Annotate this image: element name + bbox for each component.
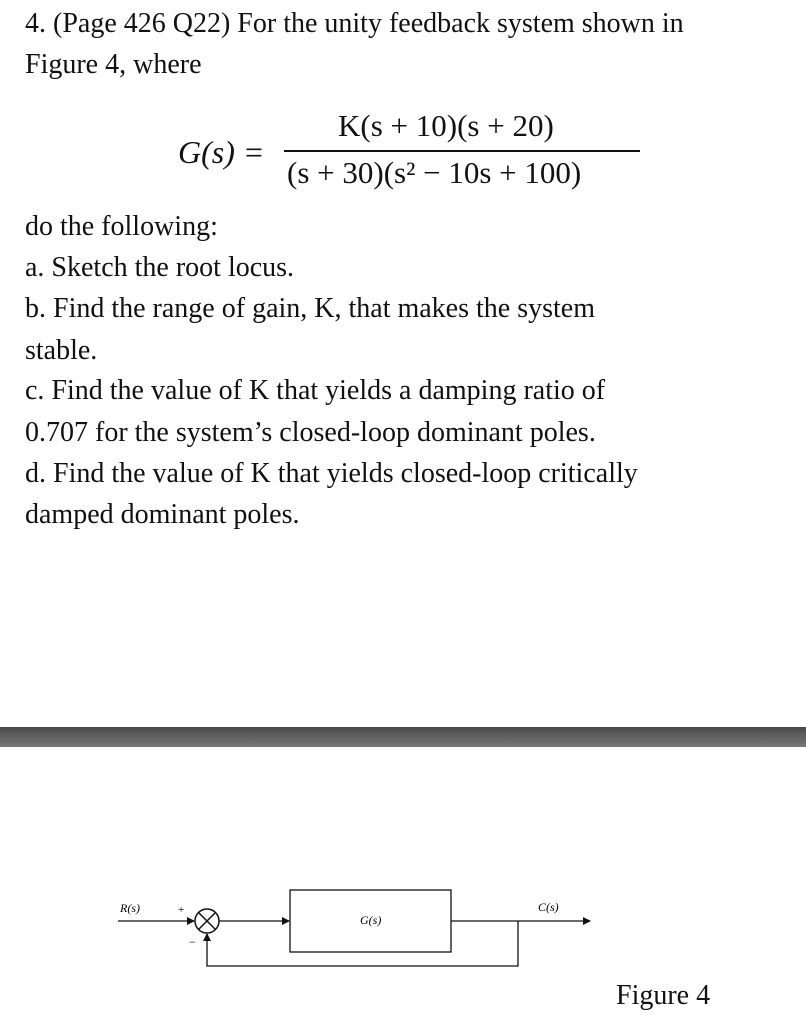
equation-numerator: K(s + 10)(s + 20) — [338, 108, 554, 143]
input-label: R(s) — [120, 901, 140, 915]
part-c-line-2: 0.707 for the system’s closed-loop dominant poles. — [25, 417, 596, 448]
part-d-line-1: d. Find the value of K that yields closed-loop critically — [25, 458, 638, 489]
minus-sign: − — [189, 935, 196, 949]
problem-line-1: 4. (Page 426 Q22) For the unity feedback system shown in — [25, 8, 684, 39]
problem-line-2: Figure 4, where — [25, 49, 202, 80]
block-label: G(s) — [360, 913, 382, 927]
equation-lhs: G(s) = — [178, 134, 265, 170]
part-b-line-1: b. Find the range of gain, K, that makes the system — [25, 293, 595, 324]
fraction-bar — [284, 150, 640, 152]
figure-label: Figure 4 — [616, 980, 711, 1011]
output-label: C(s) — [538, 900, 559, 914]
part-d-line-2: damped dominant poles. — [25, 499, 300, 530]
summing-junction-icon — [195, 909, 219, 933]
plus-sign: + — [178, 904, 185, 916]
part-c-line-1: c. Find the value of K that yields a damping ratio of — [25, 375, 606, 406]
part-b-line-2: stable. — [25, 335, 98, 366]
problem-line-3: do the following: — [25, 211, 218, 242]
section-divider — [0, 727, 806, 747]
part-a: a. Sketch the root locus. — [25, 252, 295, 283]
equation-denominator: (s + 30)(s² − 10s + 100) — [287, 155, 582, 190]
